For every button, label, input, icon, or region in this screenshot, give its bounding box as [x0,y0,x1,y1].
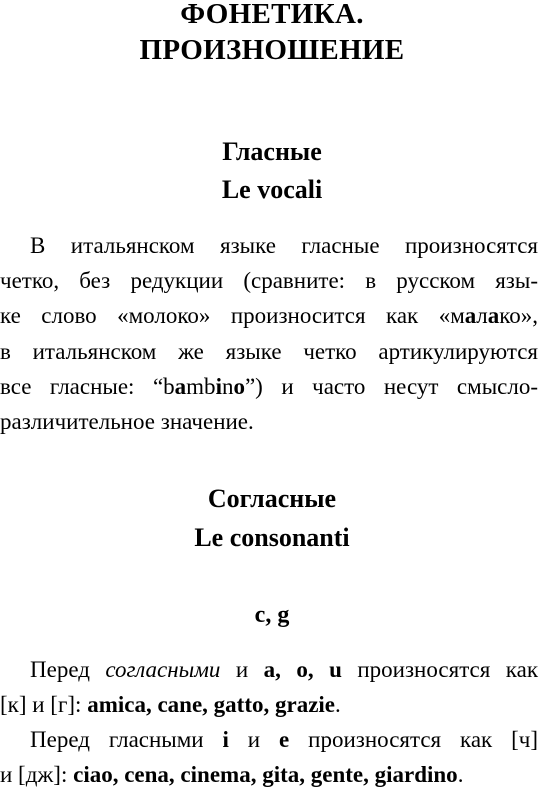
vowels-heading-it: Le vocali [221,175,323,204]
consonants-paragraph-1 [0,652,538,722]
chapter-title-line1: ФОНЕТИКА. [180,0,364,30]
paragraph-line: различительное значение. [0,409,254,435]
consonants-heading-it: Le consonanti [194,523,350,552]
consonants-heading-ru: Согласные [207,484,337,513]
paragraph-line: в итальянском же языке четко артикулируются [0,338,538,364]
consonants-paragraph-2 [0,722,538,792]
vowels-heading-ru: Гласные [222,137,322,166]
vowels-paragraph [0,228,538,439]
paragraph-line: ке слово «молоко» произносится как «малако», [0,303,538,329]
paragraph-line: все гласные: “bambino”) и часто несут смысло- [0,373,538,399]
consonants-subheading: c, g [254,602,290,628]
paragraph-line: Перед согласными и a, o, u произносятся как [30,657,539,682]
paragraph-line: [к] и [г]: amica, cane, gatto, grazie. [0,692,341,718]
paragraph-line: В итальянском языке гласные произносятся [30,233,538,258]
paragraph-line: четко, без редукции (сравните: в русском язы- [0,268,538,294]
chapter-title-line2: ПРОИЗНОШЕНИЕ [139,34,405,66]
paragraph-line: и [дж]: ciao, cena, cinema, gita, gente, giardino. [0,762,464,788]
paragraph-line: Перед гласными i и e произносятся как [ч] [30,727,539,752]
